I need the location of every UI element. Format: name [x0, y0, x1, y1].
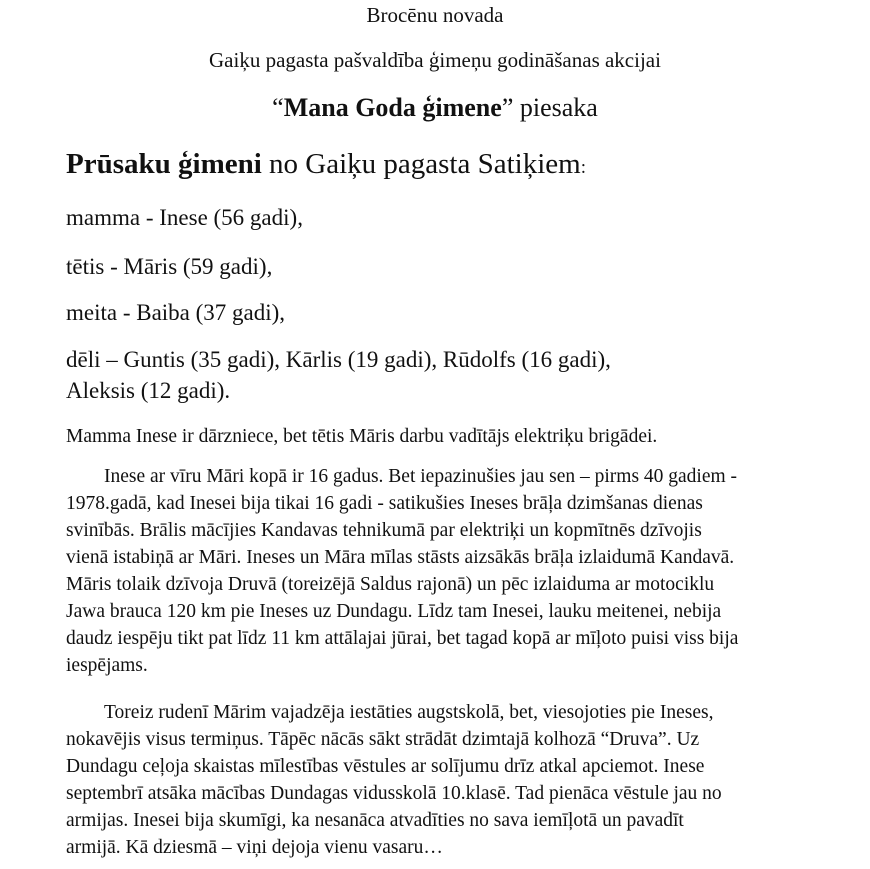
- paragraph-1-line: Jawa brauca 120 km pie Ineses uz Dundagu. Līdz tam Inesei, lauku meitenei, nebija: [66, 601, 722, 622]
- paragraph-2-line: armijas. Inesei bija skumīgi, ka nesanāca atvadīties no sava iemīļotā un pavadīt: [66, 810, 684, 831]
- paragraph-2-line: nokavējis visus termiņus. Tāpēc nācās sākt strādāt dzimtajā kolhozā “Druva”. Uz: [66, 729, 700, 750]
- family-origin: no Gaiķu pagasta Satiķiem: [261, 148, 581, 180]
- paragraph-1-line: svinībās. Brālis mācījies Kandavas tehnikumā par elektriķi un kopmītnēs dzīvojis: [66, 520, 702, 541]
- paragraph-2-line: Toreiz rudenī Mārim vajadzēja iestāties augstskolā, bet, viesojoties pie Ineses,: [104, 702, 714, 723]
- header-line-3: [0, 95, 870, 121]
- header-line-1: Brocēnu novada: [366, 3, 504, 27]
- member-sons-continued: Aleksis (12 gadi).: [66, 378, 231, 403]
- member-daughter: meita - Baiba (37 gadi),: [66, 300, 286, 325]
- open-quote: “: [272, 93, 284, 122]
- header-line-2: Gaiķu pagasta pašvaldība ģimeņu godināšanas akcijai: [209, 48, 661, 72]
- paragraph-2-line: septembrī atsāka mācības Dundagas vidusskolā 10.klasē. Tad pienāca vēstule jau no: [66, 783, 722, 804]
- subject-colon: :: [580, 157, 586, 178]
- family-name: Prūsaku ģimeni: [66, 148, 262, 180]
- paragraph-1-line: daudz iespēju tikt pat līdz 11 km attālajai jūrai, bet tagad kopā ar mīļoto puisi viss bija: [66, 628, 739, 649]
- paragraph-2-line: armijā. Kā dziesmā – viņi dejoja vienu vasaru…: [66, 837, 443, 858]
- family-subject: [66, 150, 586, 179]
- paragraph-1-line: vienā istabiņā ar Māri. Ineses un Māra mīlas stāsts aizsākās brāļa izlaidumā Kandavā.: [66, 547, 735, 568]
- header-line-3-rest: piesaka: [513, 93, 598, 122]
- paragraph-1-line: iespējams.: [66, 655, 148, 676]
- paragraph-2-line: Dundagu ceļoja skaistas mīlestības vēstules ar solījumu drīz atkal apciemot. Inese: [66, 756, 705, 777]
- close-quote: ”: [501, 93, 514, 122]
- intro-text: Mamma Inese ir dārzniece, bet tētis Māris darbu vadītājs elektriķu brigādei.: [66, 426, 658, 447]
- member-sons: dēli – Guntis (35 gadi), Kārlis (19 gadi), Rūdolfs (16 gadi),: [66, 347, 611, 372]
- member-father: tētis - Māris (59 gadi),: [66, 254, 273, 279]
- member-mother: mamma - Inese (56 gadi),: [66, 205, 303, 230]
- campaign-name: Mana Goda ģimene: [283, 93, 502, 122]
- paragraph-1-line: 1978.gadā, kad Inesei bija tikai 16 gadi - satikušies Ineses brāļa dzimšanas dienas: [66, 493, 703, 514]
- paragraph-1-line: Inese ar vīru Māri kopā ir 16 gadus. Bet iepazinušies jau sen – pirms 40 gadiem -: [104, 466, 738, 487]
- paragraph-1-line: Māris tolaik dzīvoja Druvā (toreizējā Saldus rajonā) un pēc izlaiduma ar motociklu: [66, 574, 715, 595]
